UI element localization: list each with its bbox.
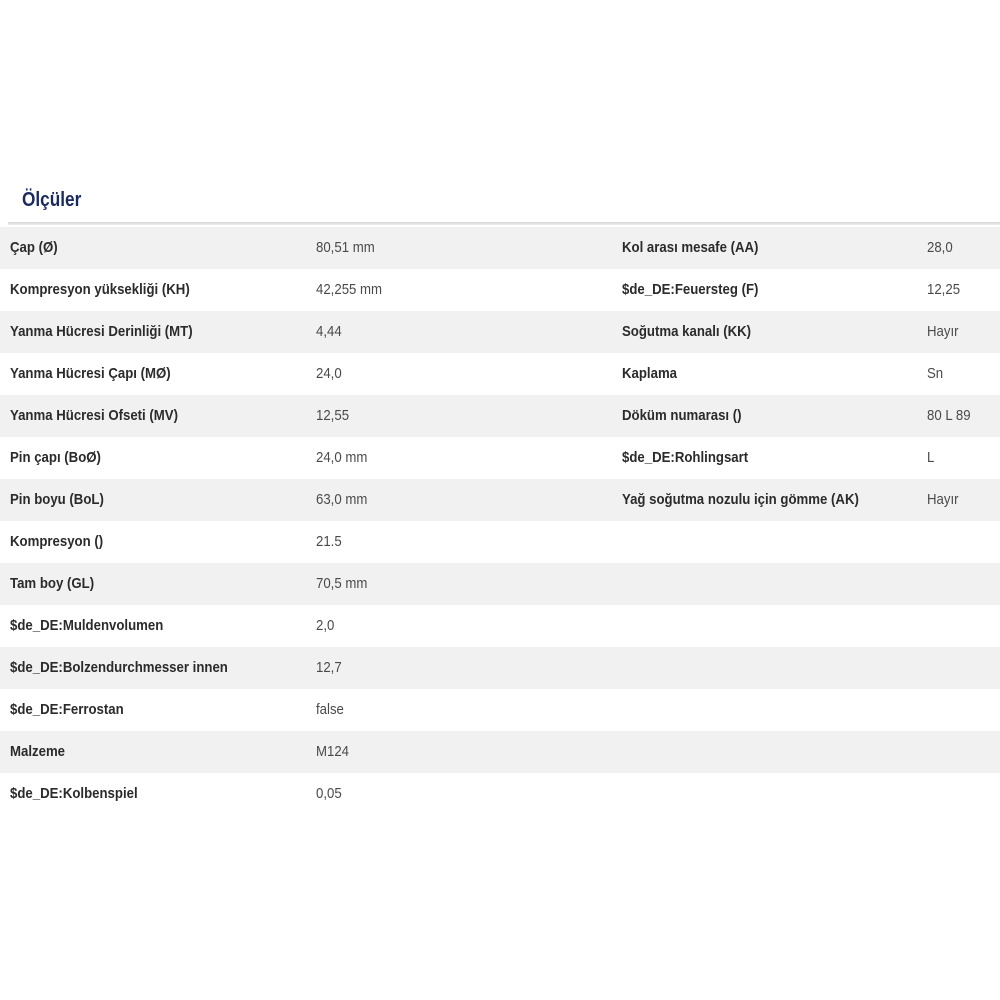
table-row	[0, 395, 1000, 437]
table-row	[0, 353, 1000, 395]
right-label: $de_DE:Rohlingsart	[622, 449, 749, 466]
right-label: Kol arası mesafe (AA)	[622, 239, 759, 256]
left-value: 12,55	[316, 407, 350, 424]
left-value: M124	[316, 743, 350, 760]
left-value: 42,255 mm	[316, 281, 383, 298]
left-value: 21.5	[316, 533, 342, 550]
right-label: Döküm numarası ()	[622, 407, 742, 424]
table-row	[0, 605, 1000, 647]
left-label: Yanma Hücresi Derinliği (MT)	[10, 323, 193, 340]
table-row	[0, 227, 1000, 269]
table-row	[0, 647, 1000, 689]
left-value: 4,44	[316, 323, 342, 340]
section-title: Ölçüler	[22, 189, 82, 211]
left-label: Pin boyu (BoL)	[10, 491, 104, 508]
table-row	[0, 521, 1000, 563]
right-value: Hayır	[927, 491, 959, 508]
right-label: Soğutma kanalı (KK)	[622, 323, 752, 340]
left-value: 80,51 mm	[316, 239, 375, 256]
left-value: 24,0	[316, 365, 342, 382]
right-value: Hayır	[927, 323, 959, 340]
left-label: Kompresyon ()	[10, 533, 104, 550]
dimensions-table	[0, 227, 1000, 815]
left-label: Yanma Hücresi Çapı (MØ)	[10, 365, 171, 382]
left-label: Malzeme	[10, 743, 66, 760]
table-row	[0, 479, 1000, 521]
right-value: 12,25	[927, 281, 961, 298]
left-value: 70,5 mm	[316, 575, 368, 592]
table-row	[0, 311, 1000, 353]
right-label: Kaplama	[622, 365, 678, 382]
left-value: false	[316, 701, 344, 718]
left-label: Tam boy (GL)	[10, 575, 95, 592]
left-value: 2,0	[316, 617, 335, 634]
table-row	[0, 773, 1000, 815]
left-label: Çap (Ø)	[10, 239, 58, 256]
right-label: $de_DE:Feuersteg (F)	[622, 281, 759, 298]
left-value: 0,05	[316, 785, 342, 802]
left-label: $de_DE:Bolzendurchmesser innen	[10, 659, 228, 676]
table-row	[0, 563, 1000, 605]
left-label: Kompresyon yüksekliği (KH)	[10, 281, 190, 298]
left-label: $de_DE:Ferrostan	[10, 701, 124, 718]
left-value: 12,7	[316, 659, 342, 676]
table-row	[0, 437, 1000, 479]
left-label: Yanma Hücresi Ofseti (MV)	[10, 407, 178, 424]
right-value: Sn	[927, 365, 944, 382]
left-value: 24,0 mm	[316, 449, 368, 466]
left-label: $de_DE:Muldenvolumen	[10, 617, 164, 634]
left-value: 63,0 mm	[316, 491, 368, 508]
title-divider	[8, 222, 1000, 225]
left-label: $de_DE:Kolbenspiel	[10, 785, 138, 802]
right-value: L	[927, 449, 935, 466]
right-label: Yağ soğutma nozulu için gömme (AK)	[622, 491, 859, 508]
left-label: Pin çapı (BoØ)	[10, 449, 101, 466]
right-value: 28,0	[927, 239, 953, 256]
table-row	[0, 689, 1000, 731]
table-row	[0, 269, 1000, 311]
right-value: 80 L 89	[927, 407, 971, 424]
table-row	[0, 731, 1000, 773]
